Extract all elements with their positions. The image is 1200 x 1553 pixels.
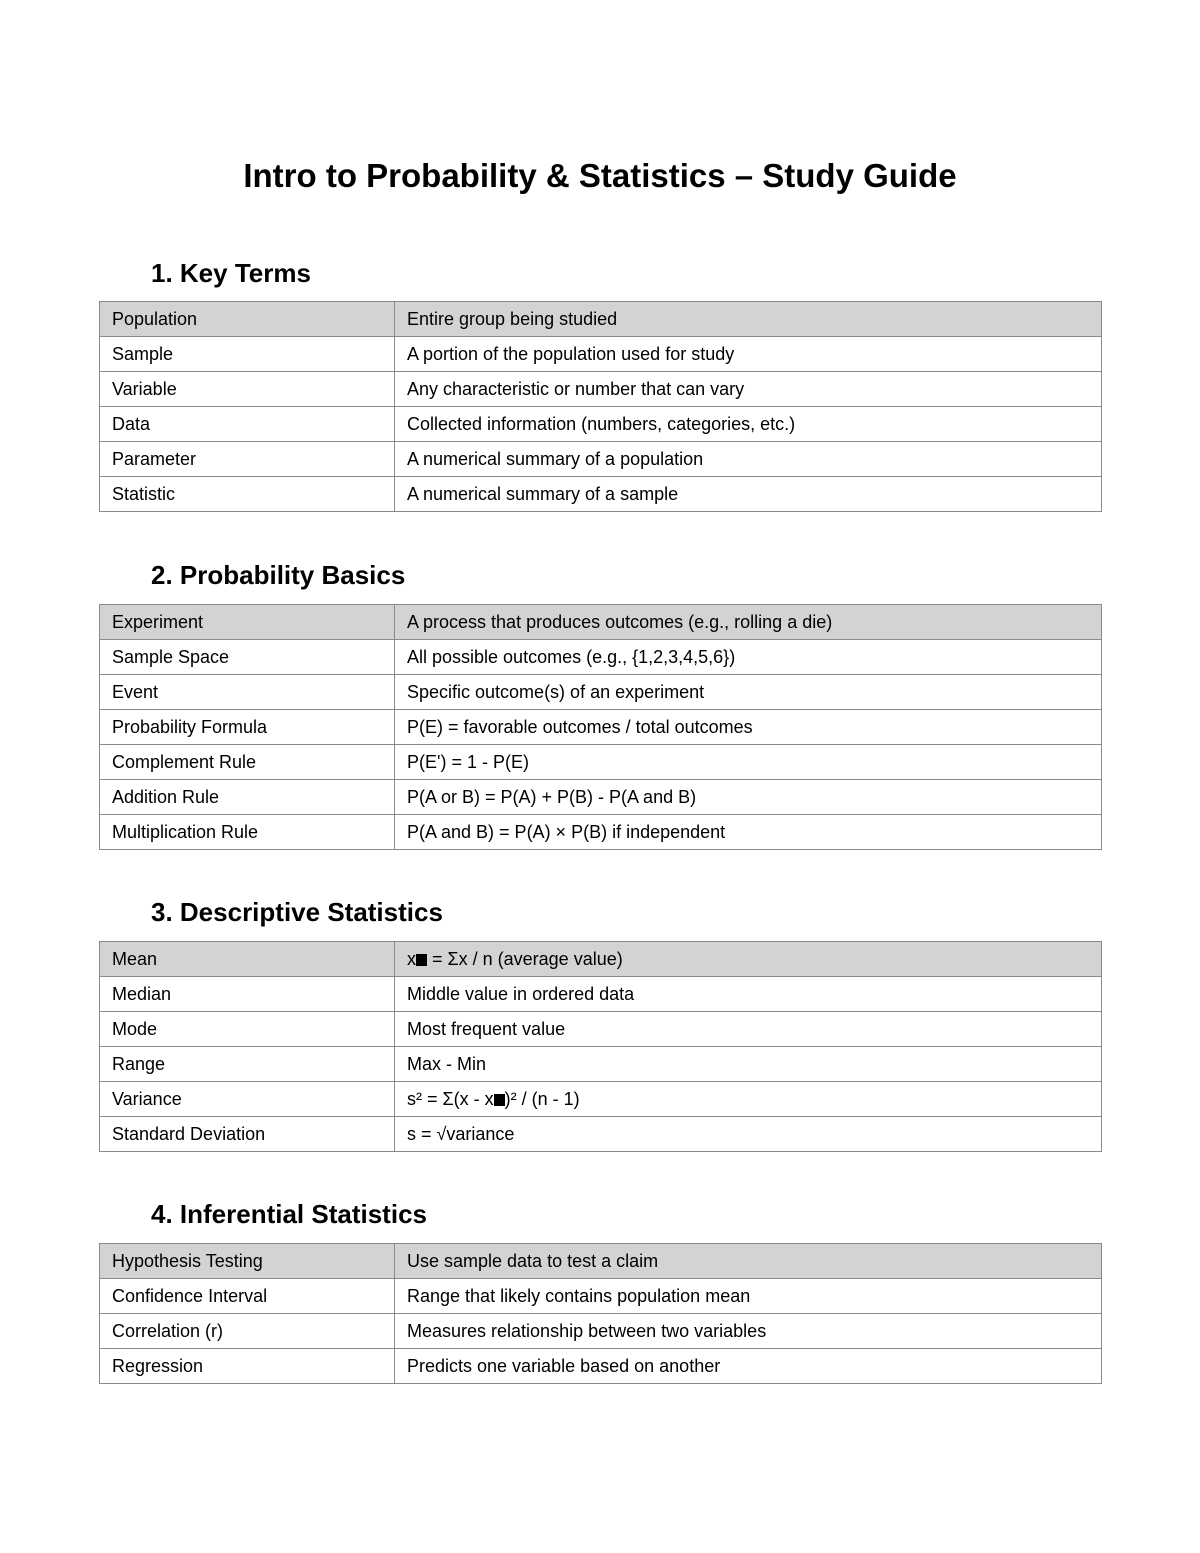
section-heading-key-terms: 1. Key Terms [151, 258, 311, 288]
definition-cell: Most frequent value [395, 1012, 1102, 1047]
table-row [100, 1279, 1102, 1314]
term-cell: Data [100, 407, 395, 442]
table-row [100, 745, 1102, 780]
definition-cell: Use sample data to test a claim [395, 1244, 1102, 1279]
term-cell: Parameter [100, 442, 395, 477]
definition-cell: Measures relationship between two variables [395, 1314, 1102, 1349]
table-row [100, 710, 1102, 745]
term-cell: Variable [100, 372, 395, 407]
term-cell: Sample [100, 337, 395, 372]
table-row [100, 407, 1102, 442]
definition-cell: A numerical summary of a sample [395, 477, 1102, 512]
table-row [100, 372, 1102, 407]
definition-cell: Specific outcome(s) of an experiment [395, 675, 1102, 710]
term-cell: Regression [100, 1349, 395, 1384]
table-row [100, 1082, 1102, 1117]
definition-cell: Middle value in ordered data [395, 977, 1102, 1012]
definition-text: s² = Σ(x - x [407, 1089, 494, 1109]
definition-cell: A portion of the population used for study [395, 337, 1102, 372]
definition-cell [395, 942, 1102, 977]
table-row [100, 605, 1102, 640]
table-row [100, 1047, 1102, 1082]
definition-cell: P(A or B) = P(A) + P(B) - P(A and B) [395, 780, 1102, 815]
definition-cell: Predicts one variable based on another [395, 1349, 1102, 1384]
definition-text: x [407, 949, 416, 969]
term-cell: Hypothesis Testing [100, 1244, 395, 1279]
term-cell: Addition Rule [100, 780, 395, 815]
term-cell: Sample Space [100, 640, 395, 675]
table-row [100, 675, 1102, 710]
definition-cell: s = √variance [395, 1117, 1102, 1152]
table-row [100, 1244, 1102, 1279]
term-cell: Complement Rule [100, 745, 395, 780]
definition-cell: Entire group being studied [395, 302, 1102, 337]
missing-glyph-icon [416, 954, 427, 966]
definition-cell [395, 1082, 1102, 1117]
table-row [100, 977, 1102, 1012]
term-cell: Mode [100, 1012, 395, 1047]
key-terms-table [99, 301, 1102, 512]
table-row [100, 942, 1102, 977]
term-cell: Statistic [100, 477, 395, 512]
definition-text: = Σx / n (average value) [427, 949, 623, 969]
page-title: Intro to Probability & Statistics – Study Guide [243, 157, 957, 194]
table-row [100, 815, 1102, 850]
table-row [100, 337, 1102, 372]
table-row [100, 1117, 1102, 1152]
term-cell: Population [100, 302, 395, 337]
table-row [100, 640, 1102, 675]
definition-cell: Max - Min [395, 1047, 1102, 1082]
definition-cell: P(A and B) = P(A) × P(B) if independent [395, 815, 1102, 850]
section-heading-descriptive-statistics: 3. Descriptive Statistics [151, 897, 443, 927]
inferential-statistics-table [99, 1243, 1102, 1384]
term-cell: Variance [100, 1082, 395, 1117]
definition-text: )² / (n - 1) [504, 1089, 580, 1109]
descriptive-statistics-table [99, 941, 1102, 1152]
term-cell: Confidence Interval [100, 1279, 395, 1314]
table-row [100, 1012, 1102, 1047]
definition-cell: Any characteristic or number that can vary [395, 372, 1102, 407]
term-cell: Multiplication Rule [100, 815, 395, 850]
term-cell: Probability Formula [100, 710, 395, 745]
probability-basics-table [99, 604, 1102, 850]
term-cell: Correlation (r) [100, 1314, 395, 1349]
definition-cell: P(E) = favorable outcomes / total outcomes [395, 710, 1102, 745]
table-row [100, 302, 1102, 337]
section-heading-inferential-statistics: 4. Inferential Statistics [151, 1199, 427, 1229]
definition-cell: A numerical summary of a population [395, 442, 1102, 477]
term-cell: Experiment [100, 605, 395, 640]
table-row [100, 477, 1102, 512]
table-row [100, 1314, 1102, 1349]
term-cell: Median [100, 977, 395, 1012]
table-row [100, 1349, 1102, 1384]
term-cell: Standard Deviation [100, 1117, 395, 1152]
term-cell: Event [100, 675, 395, 710]
definition-cell: All possible outcomes (e.g., {1,2,3,4,5,6}) [395, 640, 1102, 675]
table-row [100, 442, 1102, 477]
section-heading-probability-basics: 2. Probability Basics [151, 560, 406, 590]
missing-glyph-icon [494, 1094, 505, 1106]
term-cell: Mean [100, 942, 395, 977]
definition-cell: Range that likely contains population mean [395, 1279, 1102, 1314]
definition-cell: P(E') = 1 - P(E) [395, 745, 1102, 780]
table-row [100, 780, 1102, 815]
definition-cell: A process that produces outcomes (e.g., rolling a die) [395, 605, 1102, 640]
definition-cell: Collected information (numbers, categories, etc.) [395, 407, 1102, 442]
term-cell: Range [100, 1047, 395, 1082]
